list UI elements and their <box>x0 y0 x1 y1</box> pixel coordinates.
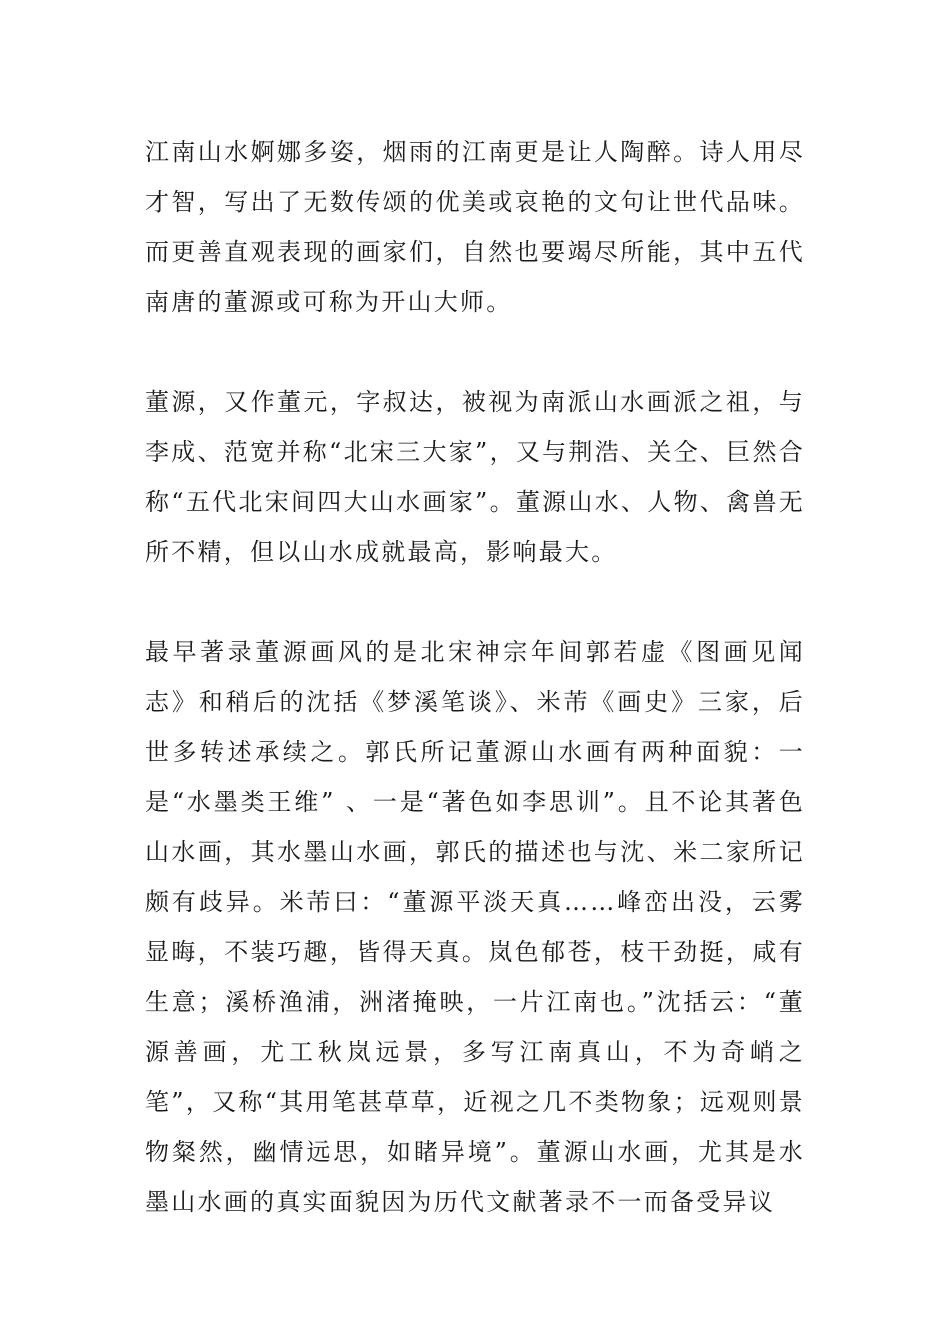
body-text <box>145 127 805 1227</box>
paragraph-records: 最早著录董源画风的是北宋神宗年间郭若虚《图画见闻志》和稍后的沈括《梦溪笔谈》、米芾《画史》三家，后世多转述承续之。郭氏所记董源山水画有两种面貌：一是“水墨类王维” 、一是“著色如李思训”。且不论其著色山水画，其水墨山水画，郭氏的描述也与沈、米二家所记颇有歧异。米芾曰：“董源平淡天真……峰峦出没，云雾显晦，不装巧趣，皆得天真。岚色郁苍，枝干劲挺，咸有生意；溪桥渔浦，洲渚掩映，一片江南也。”沈括云：“董源善画，尤工秋岚远景，多写江南真山，不为奇峭之笔”，又称“其用笔甚草草，近视之几不类物象；远观则景物粲然，幽情远思，如睹异境”。董源山水画，尤其是水墨山水画的真实面貌因为历代文献著录不一而备受异议 <box>145 638 805 1216</box>
paragraph-intro: 江南山水婀娜多姿，烟雨的江南更是让人陶醉。诗人用尽才智，写出了无数传颂的优美或哀艳的文句让世代品味。而更善直观表现的画家们，自然也要竭尽所能，其中五代南唐的董源或可称为开山大师。 <box>145 138 805 316</box>
paragraph-biography: 董源，又作董元，字叔达，被视为南派山水画派之祖，与李成、范宽并称“北宋三大家”，又与荆浩、关仝、巨然合称“五代北宋间四大山水画家”。董源山水、人物、禽兽无所不精，但以山水成就最高，影响最大。 <box>145 388 805 566</box>
